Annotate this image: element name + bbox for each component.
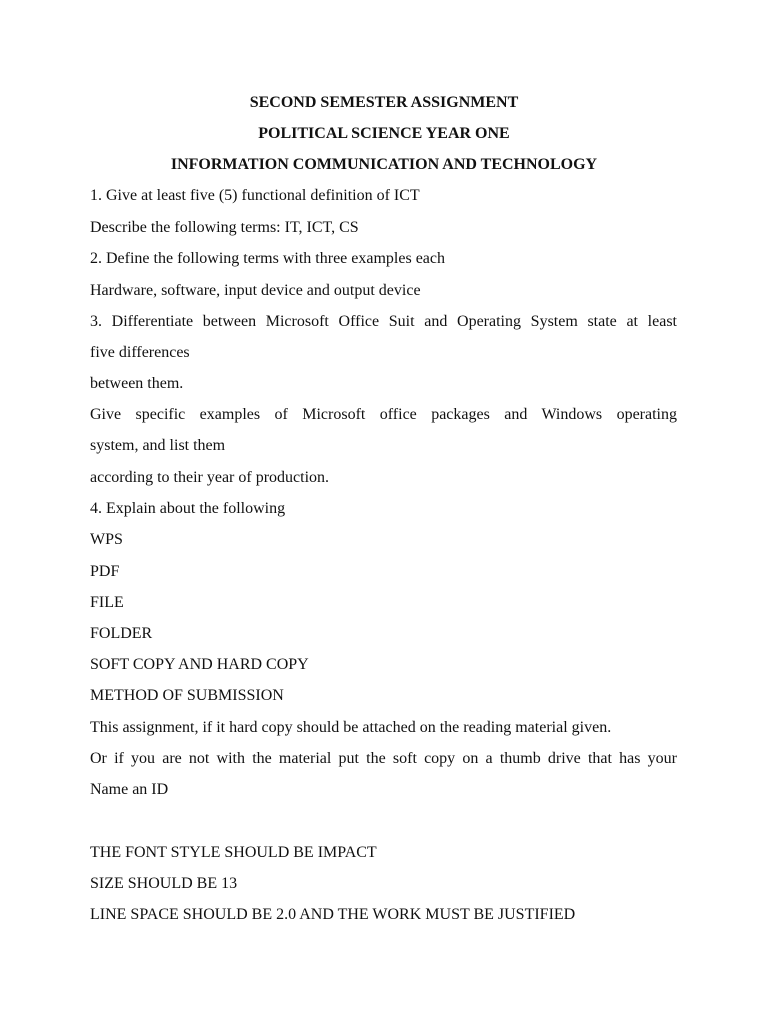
submission-line-1: This assignment, if it hard copy should be attached on the reading material given. (90, 719, 612, 736)
question-1: 1. Give at least five (5) functional definition of ICT (90, 187, 420, 204)
heading-course: POLITICAL SCIENCE YEAR ONE (258, 125, 510, 142)
question-2: 2. Define the following terms with three examples each (90, 250, 445, 267)
question-3-line-1: 3. Differentiate between Microsoft Office Suit and Operating System state at least (90, 313, 677, 330)
heading-assignment: SECOND SEMESTER ASSIGNMENT (249, 94, 519, 111)
format-spacing: LINE SPACE SHOULD BE 2.0 AND THE WORK MUST BE JUSTIFIED (90, 906, 576, 923)
question-3-line-4: Give specific examples of Microsoft office packages and Windows operating (90, 406, 677, 423)
submission-title: METHOD OF SUBMISSION (90, 687, 284, 704)
question-3-line-6: according to their year of production. (90, 469, 330, 486)
question-2-sub: Hardware, software, input device and output device (90, 282, 421, 299)
question-4: 4. Explain about the following (90, 500, 286, 517)
format-size: SIZE SHOULD BE 13 (90, 875, 238, 892)
question-4-item: FOLDER (90, 625, 153, 642)
question-3-line-3: between them. (90, 375, 184, 392)
question-4-item: PDF (90, 563, 120, 580)
heading-subject: INFORMATION COMMUNICATION AND TECHNOLOGY (170, 156, 598, 173)
submission-line-2: Or if you are not with the material put the soft copy on a thumb drive that has your (90, 750, 677, 767)
question-3-line-2: five differences (90, 344, 190, 361)
question-3-line-5: system, and list them (90, 437, 226, 454)
question-4-item: FILE (90, 594, 124, 611)
question-4-item: WPS (90, 531, 123, 548)
format-font: THE FONT STYLE SHOULD BE IMPACT (90, 844, 377, 861)
question-4-item: SOFT COPY AND HARD COPY (90, 656, 309, 673)
submission-line-3: Name an ID (90, 781, 169, 798)
question-1-sub: Describe the following terms: IT, ICT, CS (90, 219, 359, 236)
